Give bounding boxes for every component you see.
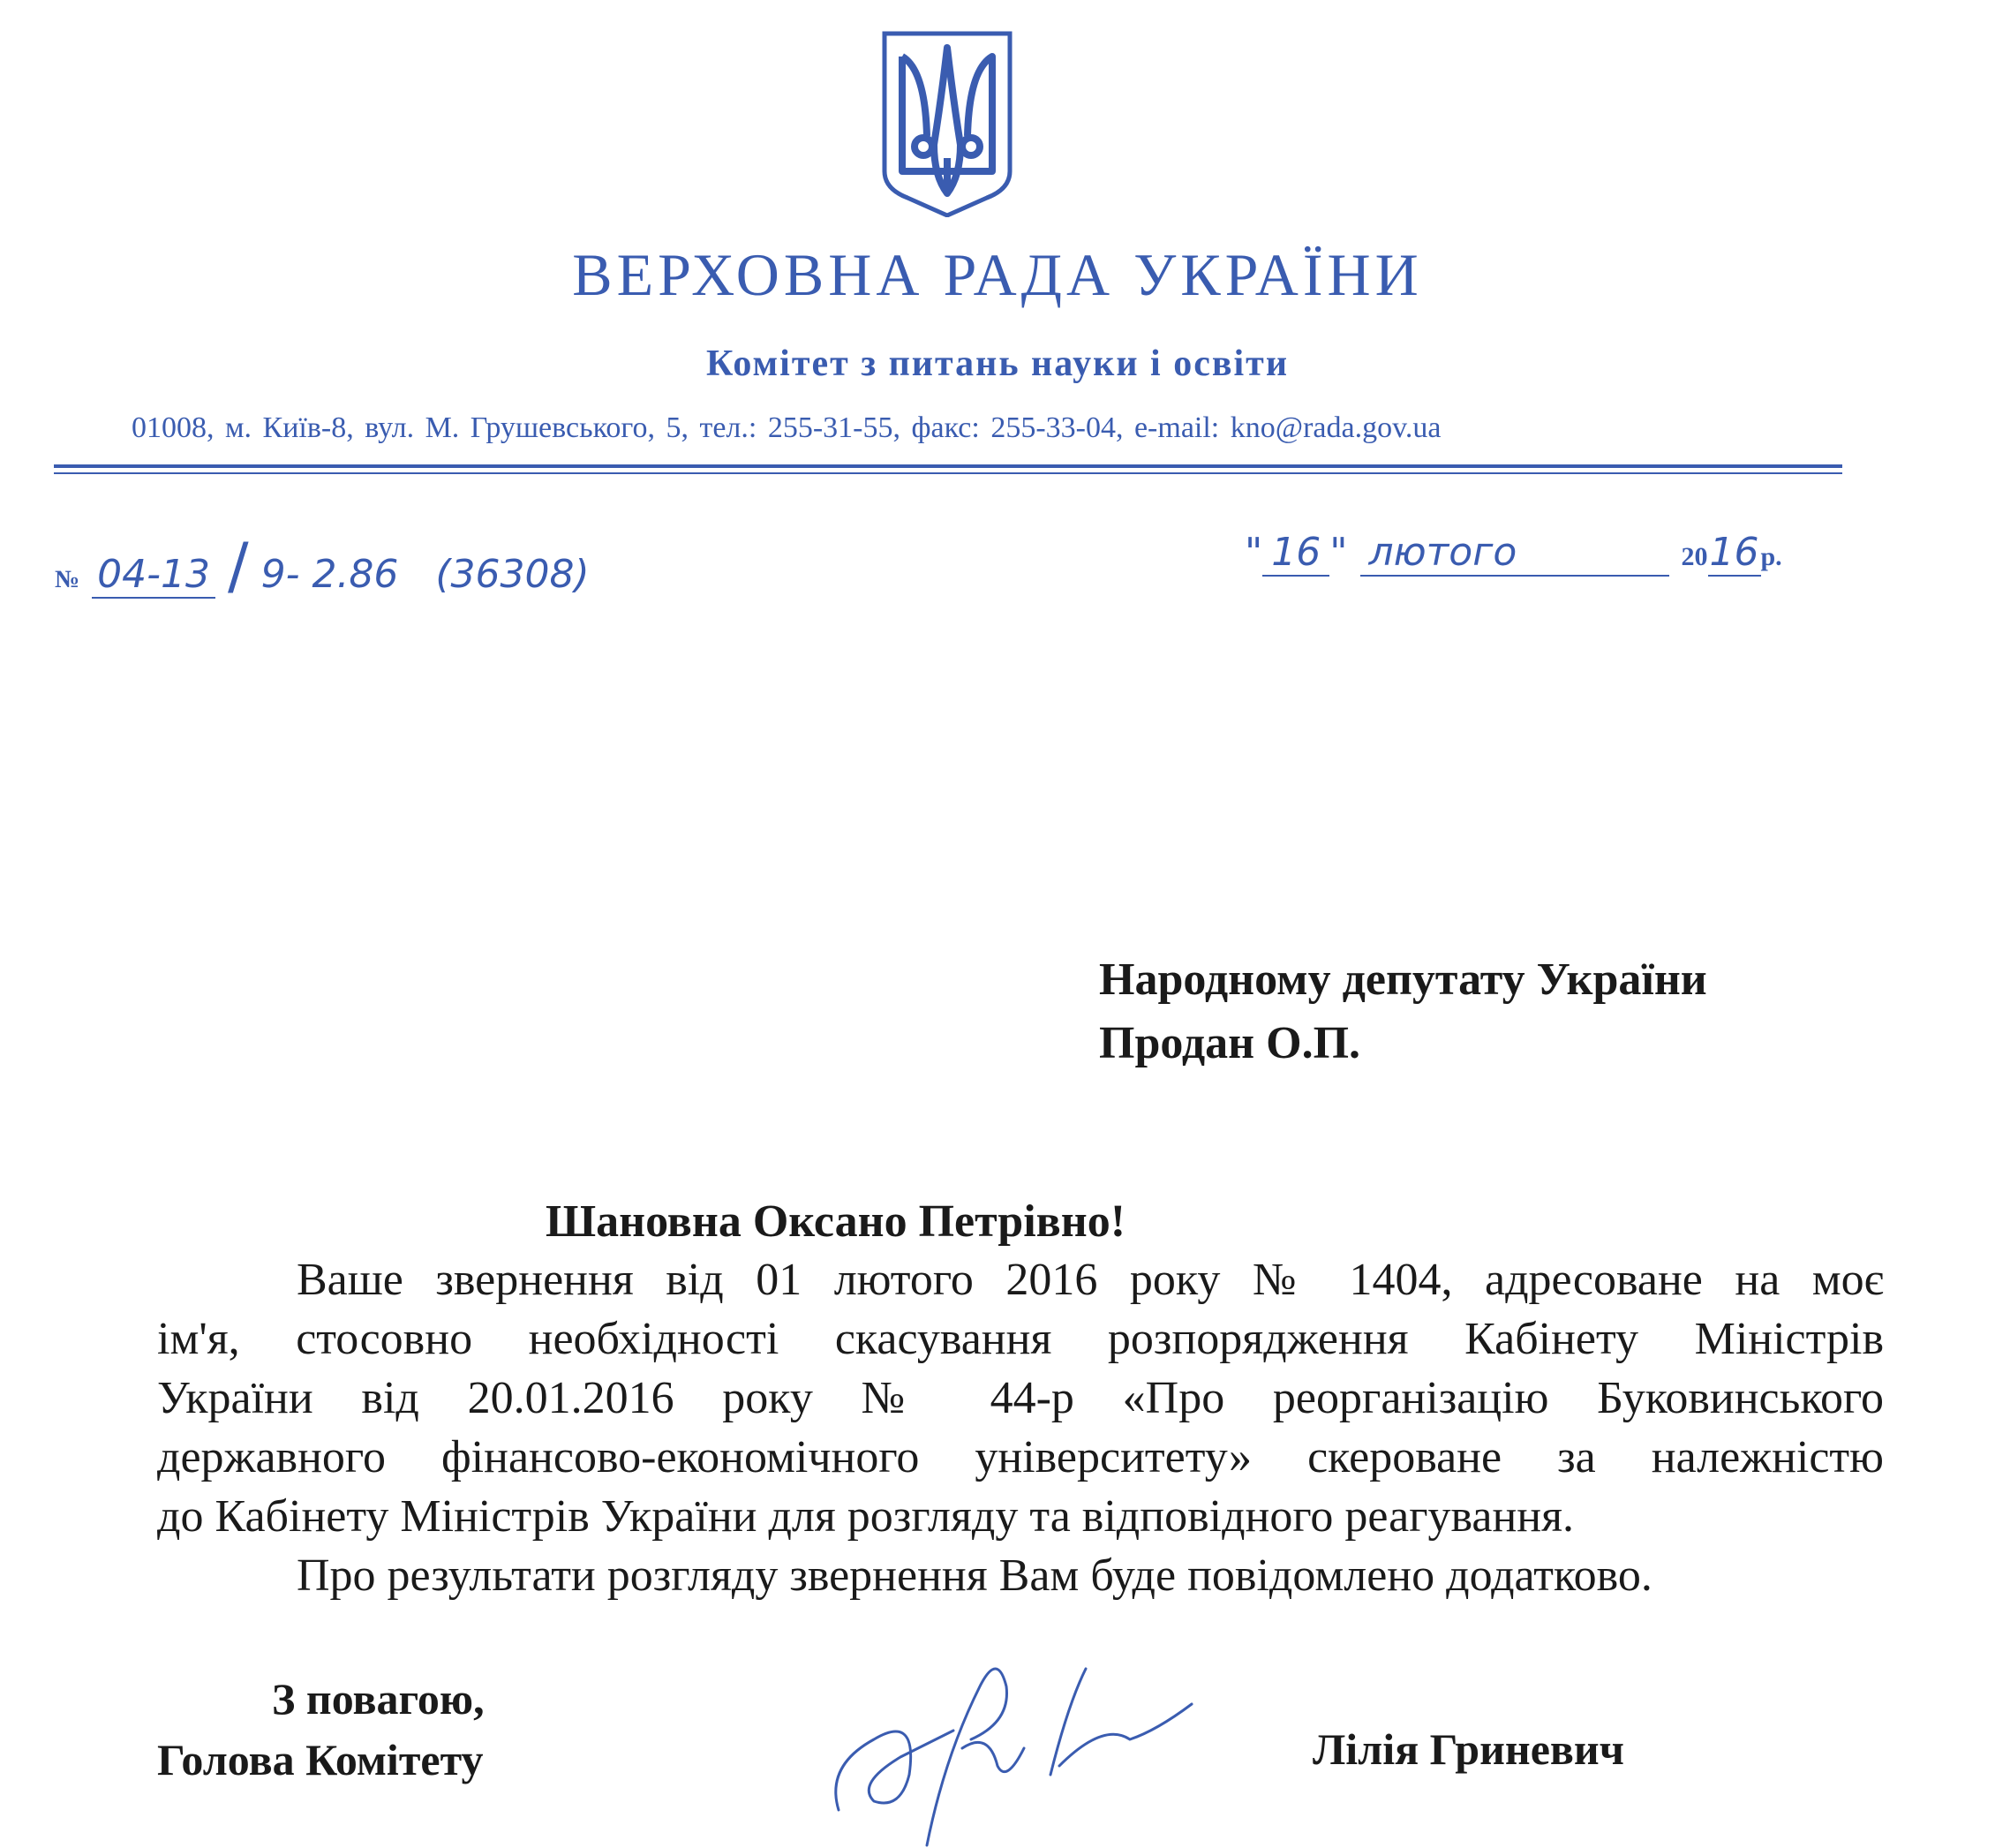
- date-year-prefix: 20: [1681, 542, 1708, 571]
- letterhead-divider: [54, 464, 1842, 468]
- greeting: Шановна Оксано Петрівно!: [546, 1196, 1126, 1247]
- body-line: Ваше звернення від 01 лютого 2016 року № 1404, адресоване на моє: [297, 1255, 1884, 1305]
- letterhead-divider-thin: [54, 472, 1842, 474]
- number-part3: (36308): [435, 552, 590, 597]
- body-line: ім'я, стосовно необхідності скасування розпорядження Кабінету Міністрів: [157, 1314, 1884, 1364]
- body-line: Про результати розгляду звернення Вам буде повідомлено додатково.: [297, 1550, 1652, 1601]
- number-part2: 9- 2.86: [260, 552, 399, 597]
- registration-number: № 04-13 / 9- 2.86 (36308): [55, 530, 590, 602]
- date-year-suffix: 16: [1709, 530, 1759, 575]
- addressee-title: Народному депутату України: [1099, 954, 1707, 1005]
- signer-name: Лілія Гриневич: [1313, 1724, 1624, 1774]
- date-day: 16: [1262, 530, 1329, 577]
- handwritten-signature: [821, 1633, 1209, 1848]
- body-line: до Кабінету Міністрів України для розгляду та відповідного реагування.: [157, 1491, 1575, 1542]
- addressee-name: Продан О.П.: [1099, 1018, 1361, 1068]
- letter-body: [157, 1250, 1884, 1605]
- contact-address: 01008, м. Київ-8, вул. М. Грушевського, 5, тел.: 255-31-55, факс: 255-33-04, e-mail: kno@rada.gov.ua: [132, 411, 1442, 444]
- date-year-label: р.: [1760, 542, 1782, 571]
- date-month: лютого: [1360, 530, 1669, 577]
- letter-date: " 16 " лютого 2016р.: [1245, 530, 1782, 575]
- number-label: №: [55, 566, 80, 593]
- number-part1: 04-13: [92, 552, 215, 599]
- body-line: державного фінансово-економічного університету» скероване за належністю: [157, 1432, 1884, 1482]
- closing-regards: З повагою,: [272, 1674, 485, 1724]
- committee-name: Комітет з питань науки і освіти: [705, 343, 1290, 384]
- body-line: України від 20.01.2016 року № 44-р «Про реорганізацію Буковинського: [157, 1373, 1884, 1423]
- coat-of-arms-icon: [881, 30, 1013, 217]
- signer-position: Голова Комітету: [157, 1735, 484, 1784]
- organization-title: ВЕРХОВНА РАДА УКРАЇНИ: [572, 241, 1423, 308]
